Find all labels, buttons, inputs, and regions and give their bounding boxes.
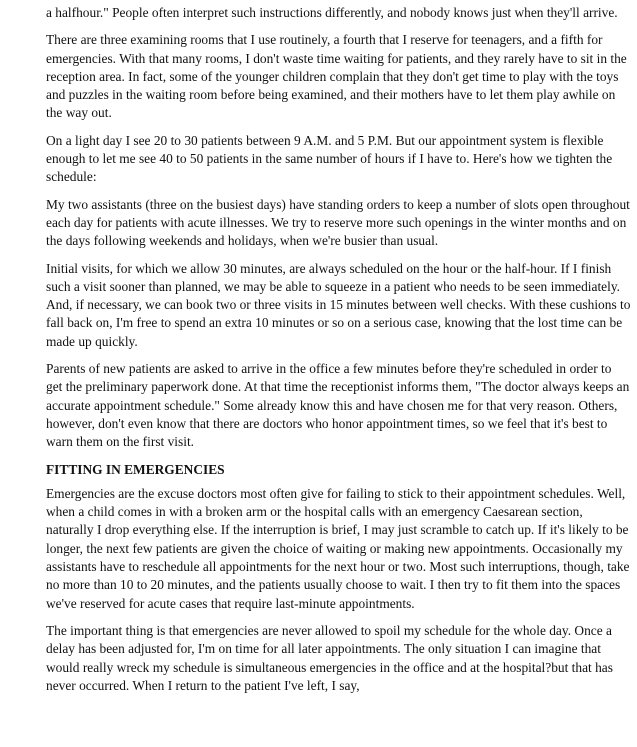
paragraph-5: Initial visits, for which we allow 30 minutes, are always scheduled on the hour or the half-hour. If I finish such a visit sooner than planned, we may be able to squeeze in a patient who needs to be seen immediately. And, if necessary, we can book two or three visits in 15 minutes between well checks. With these cushions to fall back on, I'm free to spend an extra 10 minutes or so on a serious case, knowing that the lost time can be made up quickly. <box>46 260 631 349</box>
paragraph-4: My two assistants (three on the busiest days) have standing orders to keep a number of slots open throughout each day for patients with acute illnesses. We try to reserve more such openings in the winter months and on the days following weekends and holidays, when we're busier than usual. <box>46 196 630 249</box>
paragraph-3: On a light day I see 20 to 30 patients between 9 A.M. and 5 P.M. But our appointment system is flexible enough to let me see 40 to 50 patients in the same number of hours if I have to. Here's how we tighten the schedule: <box>46 132 613 185</box>
section-heading: FITTING IN EMERGENCIES <box>46 461 225 477</box>
paragraph-1: a halfhour." People often interpret such instructions differently, and nobody knows just when they'll arrive. <box>46 5 618 20</box>
paragraph-6: Parents of new patients are asked to arrive in the office a few minutes before they're scheduled in order to get the preliminary paperwork done. At that time the receptionist informs them, "The doctor always keeps an accurate appointment schedule." Some already know this and have chosen me for that very reason. Others, however, don't even know that there are doctors who honor appointment times, so we feel that it's best to warn them on the first visit. <box>46 361 630 450</box>
paragraph-7: Emergencies are the excuse doctors most often give for failing to stick to their appointment schedules. Well, when a child comes in with a broken arm or the hospital calls with an emergency Caesarean section, naturally I drop everything else. If the interruption is brief, I may just scramble to catch up. If it's likely to be longer, the next few patients are given the choice of waiting or making new appointments. Occasionally my assistants have to reschedule all appointments for the next hour or two. Most such interruptions, though, take no more than 10 to 20 minutes, and the patients usually choose to wait. I then try to fit them into the spaces we've reserved for acute cases that require last-minute appointments. <box>46 485 630 611</box>
paragraph-2: There are three examining rooms that I use routinely, a fourth that I reserve for teenagers, and a fifth for emergencies. With that many rooms, I don't waste time waiting for patients, and they rarely have to sit in the reception area. In fact, some of the younger children complain that they don't get time to play with the toys and puzzles in the waiting room before being examined, and their mothers have to let them play awhile on the way out. <box>46 32 627 121</box>
paragraph-8: The important thing is that emergencies are never allowed to spoil my schedule for the whole day. Once a delay has been adjusted for, I'm on time for all later appointments. The only situation I can imagine that would really wreck my schedule is simultaneous emergencies in the office and at the hospital?but that has never occurred. When I return to the patient I've left, I say, <box>46 622 613 693</box>
document-page <box>46 4 631 704</box>
